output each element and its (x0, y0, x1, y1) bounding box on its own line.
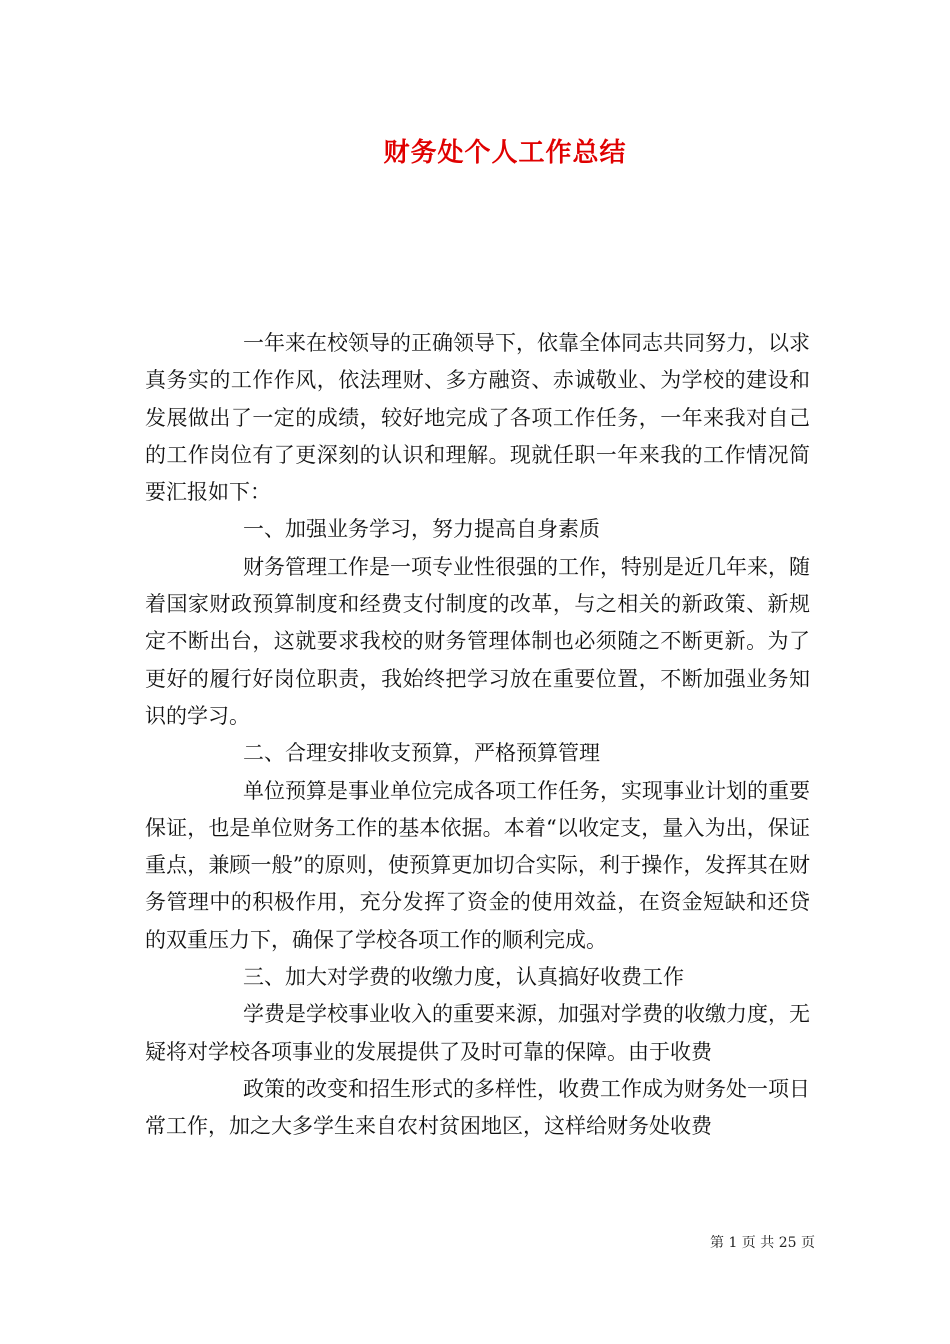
section-heading-1: 一、加强业务学习，努力提高自身素质 (243, 517, 600, 542)
paragraph-intro: 一年来在校领导的正确领导下，依靠全体同志共同努力，以求真务实的工作作风，依法理财、多方融资、赤诚敬业、为学校的建设和发展做出了一定的成绩，较好地完成了各项工作任务，一年来我对自己的工作岗位有了更深刻的认识和理解。现就任职一年来我的工作情况简要汇报如下： (145, 331, 810, 505)
paragraph-section-1: 财务管理工作是一项专业性很强的工作，特别是近几年来，随着国家财政预算制度和经费支付制度的改革，与之相关的新政策、新规定不断出台，这就要求我校的财务管理体制也必须随之不断更新。为了更好的履行好岗位职责，我始终把学习放在重要位置，不断加强业务知识的学习。 (145, 554, 810, 728)
document-body (145, 325, 810, 1146)
paragraph-section-3a: 学费是学校事业收入的重要来源，加强对学费的收缴力度，无疑将对学校各项事业的发展提供了及时可靠的保障。由于收费 (145, 1002, 810, 1064)
section-heading-2: 二、合理安排收支预算，严格预算管理 (243, 741, 600, 766)
page-number-footer: 第 1 页 共 25 页 (710, 1235, 815, 1251)
paragraph-section-3b: 政策的改变和招生形式的多样性，收费工作成为财务处一项日常工作，加之大多学生来自农村贫困地区，这样给财务处收费 (145, 1076, 810, 1139)
section-heading-3: 三、加大对学费的收缴力度，认真搞好收费工作 (243, 965, 684, 990)
document-title: 财务处个人工作总结 (383, 138, 627, 168)
paragraph-section-2: 单位预算是事业单位完成各项工作任务，实现事业计划的重要保证，也是单位财务工作的基本依据。本着“以收定支，量入为出，保证重点，兼顾一般”的原则，使预算更加切合实际，利于操作，发挥其在财务管理中的积极作用，充分发挥了资金的使用效益，在资金短缺和还贷的双重压力下，确保了学校各项工作的顺利完成。 (145, 778, 810, 952)
